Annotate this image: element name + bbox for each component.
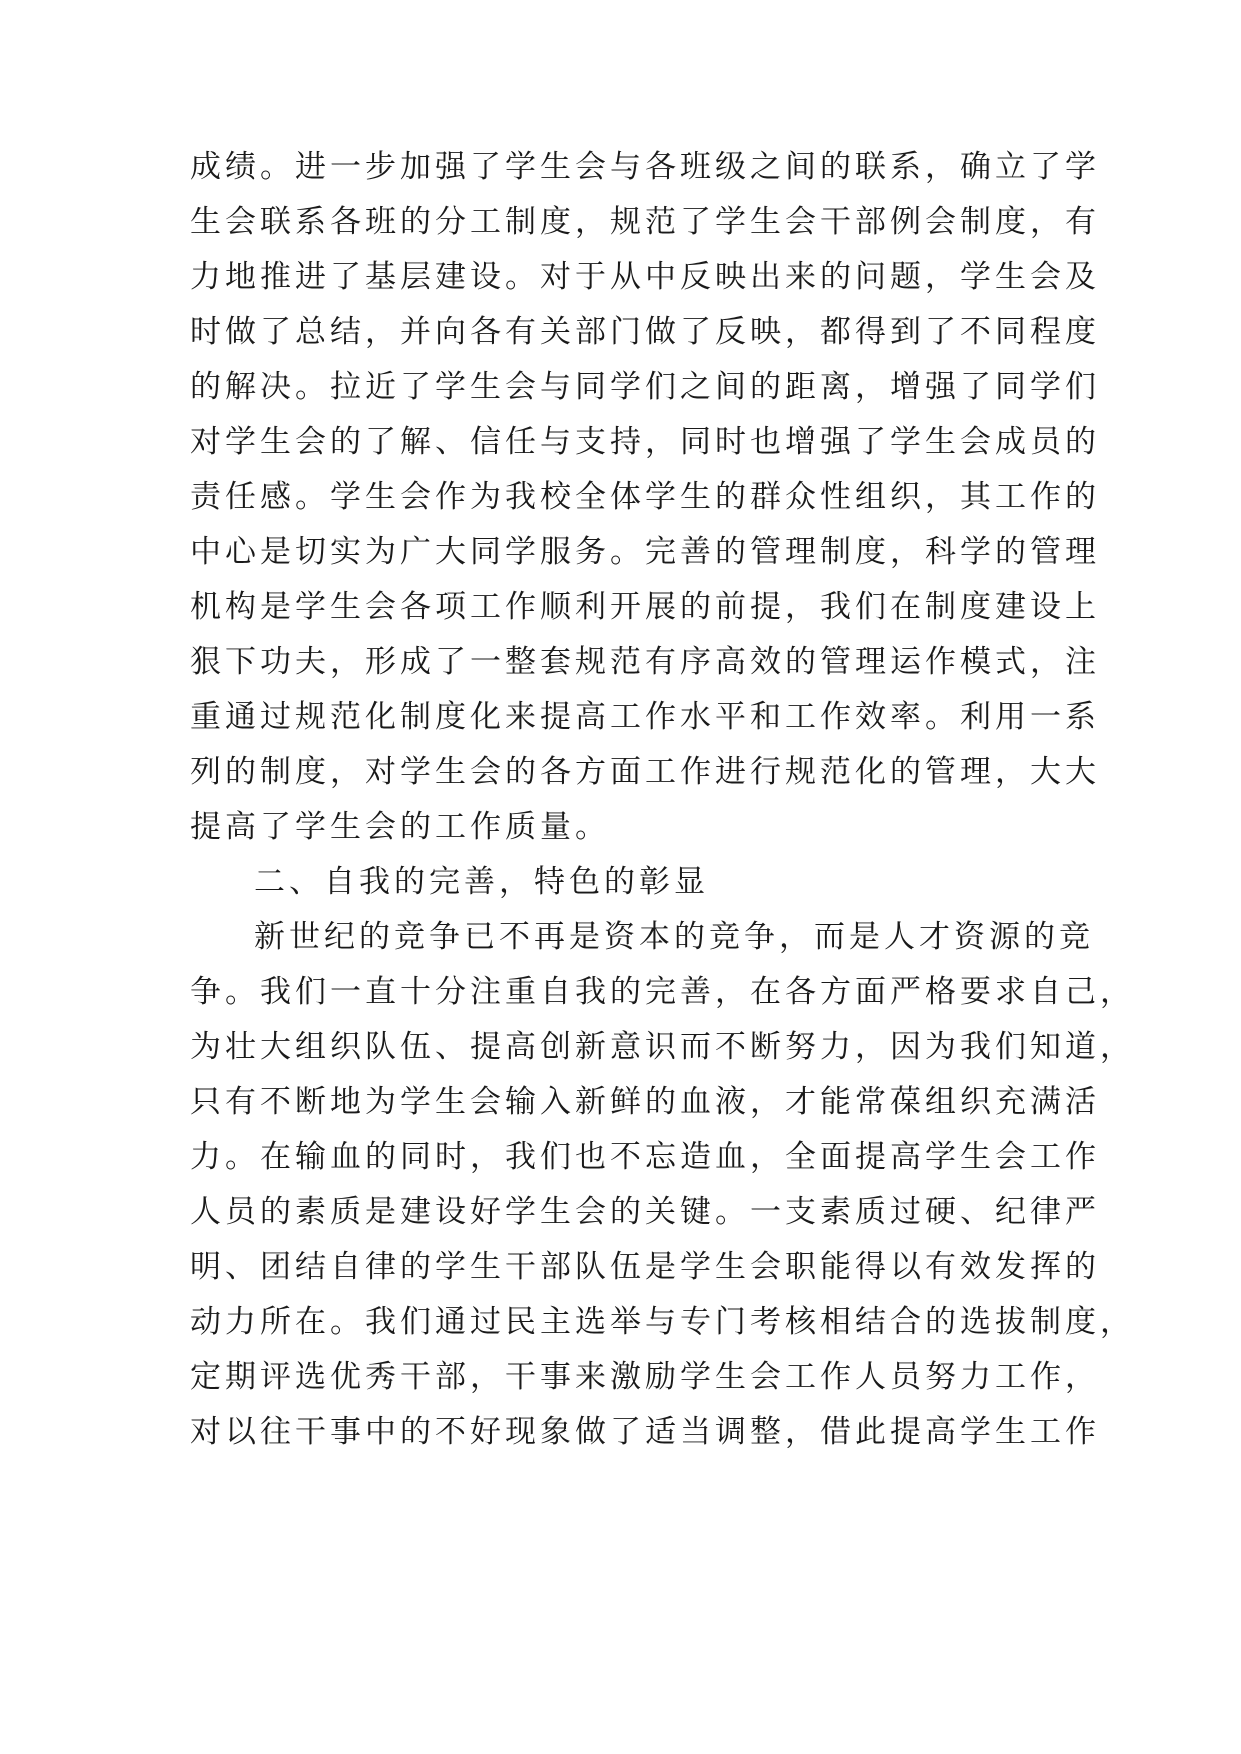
body-text-line: 重通过规范化制度化来提高工作水平和工作效率。利用一系	[190, 699, 1100, 735]
body-text-line: 的解决。拉近了学生会与同学们之间的距离，增强了同学们	[190, 369, 1100, 405]
body-text-line: 成绩。进一步加强了学生会与各班级之间的联系，确立了学	[190, 149, 1100, 185]
body-text-line: 责任感。学生会作为我校全体学生的群众性组织，其工作的	[190, 479, 1100, 515]
body-text-line: 列的制度，对学生会的各方面工作进行规范化的管理，大大	[190, 754, 1100, 790]
body-text-line: 只有不断地为学生会输入新鲜的血液，才能常葆组织充满活	[190, 1084, 1100, 1120]
body-text-line: 时做了总结，并向各有关部门做了反映，都得到了不同程度	[190, 314, 1100, 350]
body-text-line: 对学生会的了解、信任与支持，同时也增强了学生会成员的	[190, 424, 1100, 460]
body-text-line: 力地推进了基层建设。对于从中反映出来的问题，学生会及	[190, 259, 1100, 295]
body-text-line: 明、团结自律的学生干部队伍是学生会职能得以有效发挥的	[190, 1249, 1100, 1285]
body-text-line: 为壮大组织队伍、提高创新意识而不断努力，因为我们知道，	[190, 1029, 1135, 1065]
body-text-line: 定期评选优秀干部，干事来激励学生会工作人员努力工作，	[190, 1359, 1100, 1395]
body-text-line: 争。我们一直十分注重自我的完善，在各方面严格要求自己，	[190, 974, 1135, 1010]
body-text-line: 对以往干事中的不好现象做了适当调整，借此提高学生工作	[190, 1414, 1100, 1450]
section-heading: 二、自我的完善，特色的彰显	[254, 864, 709, 900]
body-text-line: 中心是切实为广大同学服务。完善的管理制度，科学的管理	[190, 534, 1100, 570]
body-text-line: 动力所在。我们通过民主选举与专门考核相结合的选拔制度，	[190, 1304, 1135, 1340]
body-text-line: 力。在输血的同时，我们也不忘造血，全面提高学生会工作	[190, 1139, 1100, 1175]
paragraph-first-line: 新世纪的竞争已不再是资本的竞争，而是人才资源的竞	[254, 919, 1094, 955]
body-text-line: 机构是学生会各项工作顺利开展的前提，我们在制度建设上	[190, 589, 1100, 625]
body-text-line: 狠下功夫，形成了一整套规范有序高效的管理运作模式，注	[190, 644, 1100, 680]
body-text-line: 提高了学生会的工作质量。	[190, 809, 610, 845]
body-text-line: 生会联系各班的分工制度，规范了学生会干部例会制度，有	[190, 204, 1100, 240]
body-text-line: 人员的素质是建设好学生会的关键。一支素质过硬、纪律严	[190, 1194, 1100, 1230]
